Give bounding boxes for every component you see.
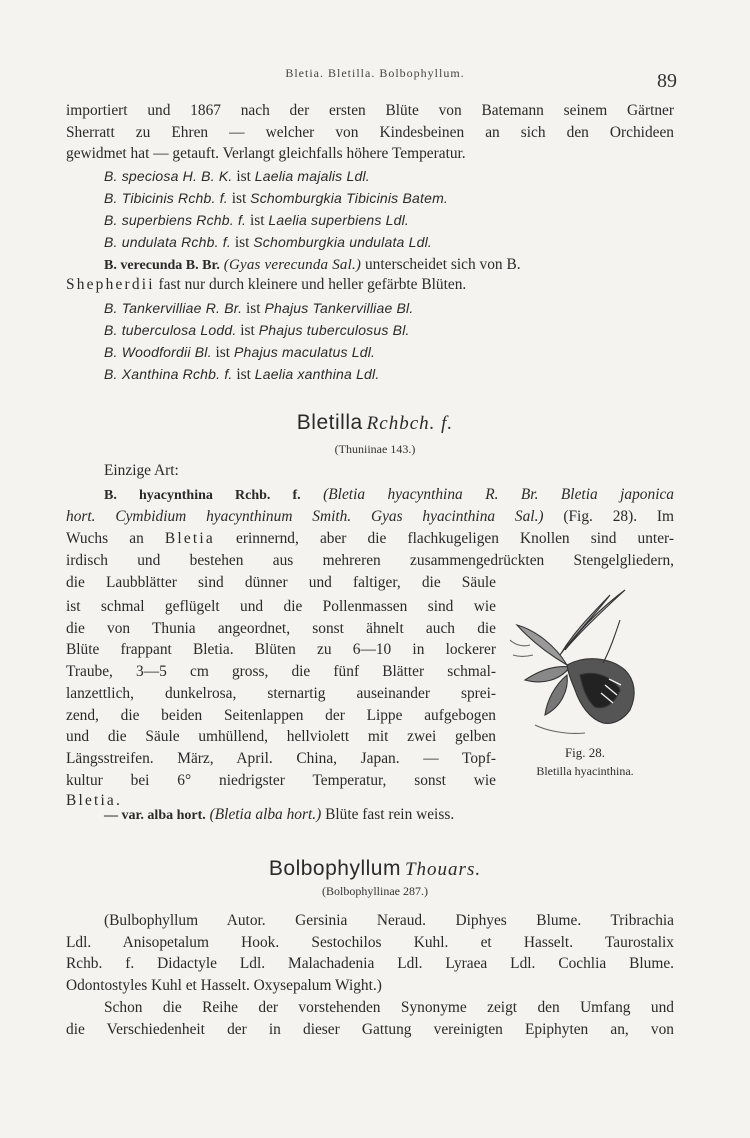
body-paragraph bbox=[66, 997, 674, 1040]
text-line: importiert und 1867 nach der ersten Blüte von Batemann seinem Gärtner bbox=[66, 102, 674, 119]
text-line: Traube, 3—5 cm gross, die fünf Blätter schmal- bbox=[66, 663, 496, 681]
orchid-illustration bbox=[505, 585, 675, 745]
text-line: Odontostyles Kuhl et Hasselt. Oxysepalum Wight.) bbox=[66, 977, 382, 995]
text-line: ist schmal geflügelt und die Pollenmassen sind wie bbox=[66, 598, 496, 615]
synonym-line: B. Tankervilliae R. Br. ist Phajus Tankervilliae Bl. bbox=[104, 300, 414, 317]
page-number: 89 bbox=[657, 70, 677, 92]
text-line: Bletia. bbox=[66, 792, 123, 809]
text-line: (Bulbophyllum Autor. Gersinia Neraud. Diphyes Blume. Tribrachia bbox=[104, 912, 674, 929]
einzige-art: Einzige Art: bbox=[104, 462, 179, 479]
text-line: zend, die beiden Seitenlappen der Lippe aufgebogen bbox=[66, 706, 496, 724]
narrow-paragraph bbox=[66, 596, 496, 791]
figure-label: Fig. 28. bbox=[564, 745, 606, 760]
text-line: kultur bei 6° niedrigster Temperatur, sonst wie bbox=[66, 771, 496, 789]
text-line: gewidmet hat — getauft. Verlangt gleichfalls höhere Temperatur. bbox=[66, 145, 466, 163]
synonym-line: B. Tibicinis Rchb. f. ist Schomburgkia Tibicinis Batem. bbox=[104, 190, 449, 207]
text-line: irdisch und bestehen aus mehreren zusammengedrückten Stengelgliedern, bbox=[66, 552, 674, 569]
verecunda-line-2: Shepherdii fast nur durch kleinere und heller gefärbte Blüten. bbox=[66, 276, 467, 293]
figure-caption: Bletilla hyacinthina. bbox=[536, 764, 634, 778]
text-line: Schon die Reihe der vorstehenden Synonyme zeigt den Umfang und bbox=[104, 999, 674, 1016]
synonym-line: B. Xanthina Rchb. f. ist Laelia xanthina Ldl. bbox=[104, 366, 380, 383]
species-line-2: hort. Cymbidium hyacynthinum Smith. Gyas hyacinthina Sal.) (Fig. 28). Im bbox=[66, 508, 674, 525]
species-line-3: Wuchs an Bletia erinnernd, aber die flachkugeligen Knollen sind unter- bbox=[66, 530, 674, 547]
synonym-line: B. undulata Rchb. f. ist Schomburgkia undulata Ldl. bbox=[104, 234, 432, 251]
text-line: Sherratt zu Ehren — welcher von Kindesbeinen an sich den Orchideen bbox=[66, 123, 674, 141]
species-line: B. hyacynthina Rchb. f. (Bletia hyacynthina R. Br. Bletia japonica bbox=[104, 486, 674, 503]
text-line: die Verschiedenheit der in dieser Gattung vereinigten Epiphyten an, von bbox=[66, 1020, 674, 1038]
text-line: und die Säule umhüllend, hellviolett mit zwei gelben bbox=[66, 728, 496, 746]
text-line: lanzettlich, dunkelrosa, sternartig auseinander sprei- bbox=[66, 684, 496, 702]
running-title: Bletia. Bletilla. Bolbophyllum. bbox=[285, 66, 465, 80]
text-line: die von Thunia angeordnet, sonst ähnelt auch die bbox=[66, 619, 496, 637]
synonyms-paragraph bbox=[66, 910, 674, 997]
text-line: die Laubblätter sind dünner und faltiger, die Säule bbox=[66, 574, 496, 591]
section-title-bletilla: Bletilla Rchbch. f. bbox=[296, 411, 454, 434]
variety-line: — var. alba hort. (Bletia alba hort.) Blüte fast rein weiss. bbox=[104, 806, 455, 823]
text-line: Blüte frappant Bletia. Blüten zu 6—10 in lockerer bbox=[66, 641, 496, 659]
synonym-line: B. Woodfordii Bl. ist Phajus maculatus Ldl. bbox=[104, 344, 376, 361]
synonym-line: B. tuberculosa Lodd. ist Phajus tuberculosus Bl. bbox=[104, 322, 410, 339]
text-line: Rchb. f. Didactyle Ldl. Malachadenia Ldl. Lyraea Ldl. Cochlia Blume. bbox=[66, 955, 674, 973]
synonym-line: B. superbiens Rchb. f. ist Laelia superbiens Ldl. bbox=[104, 212, 410, 229]
section-title-bolbophyllum: Bolbophyllum Thouars. bbox=[268, 857, 482, 880]
verecunda-line: B. verecunda B. Br. (Gyas verecunda Sal.) unterscheidet sich von B. bbox=[104, 256, 521, 273]
intro-paragraph bbox=[66, 100, 674, 165]
synonym-line: B. speciosa H. B. K. ist Laelia majalis Ldl. bbox=[104, 168, 370, 185]
text-line: Ldl. Anisopetalum Hook. Sestochilos Kuhl. et Hasselt. Taurostalix bbox=[66, 933, 674, 951]
section-subtitle: (Bolbophyllinae 287.) bbox=[322, 884, 428, 898]
text-line: Längsstreifen. März, April. China, Japan. — Topf- bbox=[66, 749, 496, 767]
section-subtitle: (Thuniinae 143.) bbox=[334, 442, 416, 456]
